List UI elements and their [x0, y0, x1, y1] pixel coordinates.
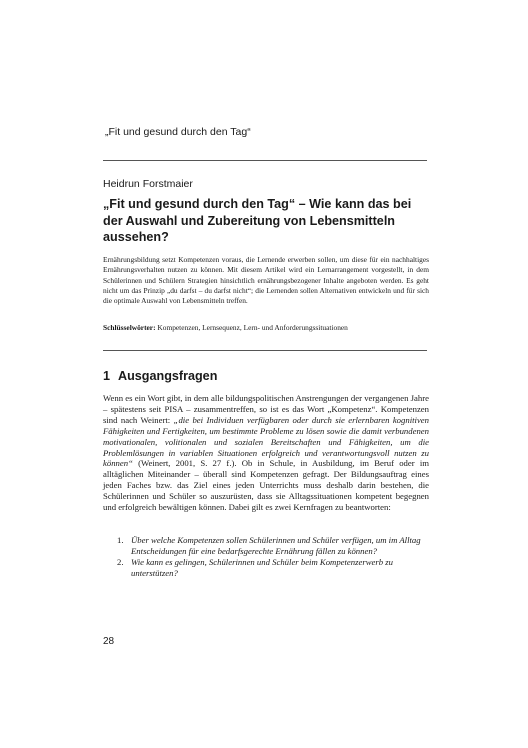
- section-heading: [103, 369, 217, 383]
- question-list: [103, 535, 429, 579]
- page-number: 28: [103, 636, 115, 647]
- abstract-divider: [103, 350, 427, 351]
- running-header: „Fit und gesund durch den Tag“: [105, 126, 251, 138]
- body-text-part1: Wenn es ein Wort gibt, in dem alle bildungspolitischen Anstrengungen der vergangenen Jahre – spätestens seit PISA – zusammentreffen, so ist es das Wort „Kompetenz“. Kompetenzen sind nach Weinert:: [103, 393, 429, 425]
- section-number: 1: [103, 369, 111, 383]
- abstract: Ernährungsbildung setzt Kompetenzen voraus, die Lernende erwerben sollen, um diese für ein nachhaltiges Ernährungsverhalten nutzen zu können. Mit diesem Artikel wird ein Lernarrangement vorgestellt, in dem Schülerinnen und Schülern Strategien hinsichtlich ernährungsbezogener Inhalte angeboten werden. Es geht nicht um das Prinzip „du darfst – du darfst nicht“; die Lernenden sollen Alternativen entwickeln und für sich die optimale Auswahl von Lebensmitteln treffen.: [103, 255, 429, 306]
- body-text-part2: (Weinert, 2001, S. 27 f.). Ob in Schule, in Ausbildung, im Beruf oder im alltäglichen Miteinander – überall sind Kompetenzen gefragt. Der Bildungsauftrag eines jeden Faches bzw. das Ziel eines jeden Unterrichts muss deshalb darin bestehen, die Schülerinnen und Schüler so auszurüsten, dass sie Alltagssituationen kompetent begegnen und erfolgreich bewältigen können. Dabei gilt es zwei Kernfragen zu beantworten:: [103, 458, 429, 513]
- header-divider: [103, 160, 427, 161]
- question-text: Über welche Kompetenzen sollen Schülerinnen und Schüler verfügen, um im Alltag Entscheidungen für eine bedarfsgerechte Ernährung fällen zu können?: [131, 535, 421, 556]
- keywords-text: Kompetenzen, Lernsequenz, Lern- und Anforderungssituationen: [157, 323, 348, 332]
- list-item: [103, 535, 429, 557]
- keywords-label: Schlüsselwörter:: [103, 323, 156, 332]
- keywords: [103, 323, 429, 333]
- body-paragraph: [103, 393, 429, 513]
- list-item: [103, 557, 429, 579]
- question-number: 2.: [117, 556, 124, 567]
- question-number: 1.: [117, 535, 124, 545]
- question-text: Wie kann es gelingen, Schülerinnen und Schüler beim Kompetenzerwerb zu unterstützen?: [131, 556, 394, 578]
- author-name: Heidrun Forstmaier: [103, 178, 193, 190]
- weinert-quote: „die bei Individuen verfügbaren oder durch sie erlernbaren kognitiven Fähigkeiten und Fertigkeiten, um bestimmte Probleme zu lösen sowie die damit verbundenen motivationalen, volitionalen und sozialen Bereitschaften und Fähigkeiten, um die Problemlösungen in variablen Situationen erfolgreich und verantwortungsvoll nutzen zu können“: [103, 414, 429, 469]
- section-title: Ausgangsfragen: [118, 369, 218, 383]
- article-title: „Fit und gesund durch den Tag“ – Wie kann das bei der Auswahl und Zubereitung von Lebensmitteln aussehen?: [103, 197, 412, 244]
